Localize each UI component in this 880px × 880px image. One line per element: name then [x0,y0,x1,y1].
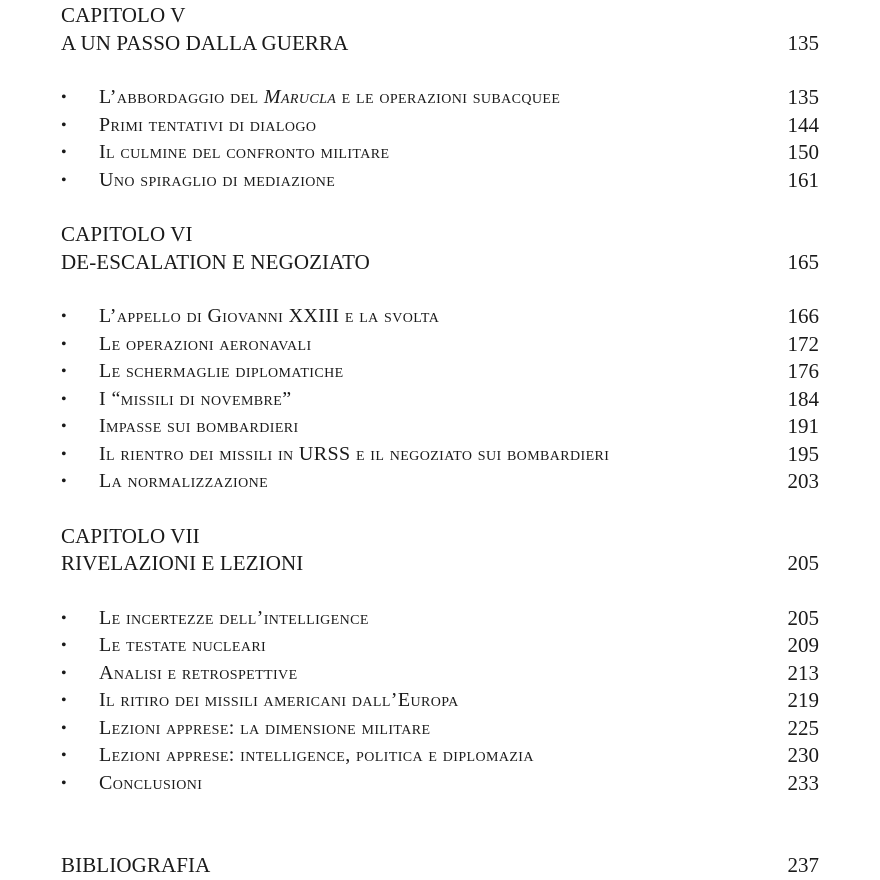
entry-title: Le operazioni aeronavali [99,332,312,355]
entry-title [99,84,560,112]
bullet-icon: • [61,116,67,134]
entry-page-number: 144 [787,112,819,137]
bullet-icon: • [61,418,67,435]
entry-title: Conclusioni [99,771,203,794]
toc-entry[interactable] [61,605,819,633]
entry-page-number: 176 [787,359,819,383]
chapter-title: RIVELAZIONI E LEZIONI [61,551,304,575]
table-of-contents [61,0,819,880]
spacer [61,797,819,852]
toc-entry[interactable] [61,331,819,359]
entry-page-number: 205 [787,605,819,630]
bullet-icon: • [61,747,67,764]
toc-entry[interactable] [61,303,819,331]
bullet-icon: • [61,664,67,682]
bullet-icon: • [61,89,67,106]
entry-page-number: 191 [787,414,819,438]
chapter-title-line[interactable] [61,249,819,277]
entry-page-number: 203 [787,469,819,493]
chapter-label: CAPITOLO VI [61,222,193,246]
bibliography-title: BIBLIOGRAFIA [61,853,211,877]
entry-title-pre: L’abbordaggio del [99,86,264,108]
entry-title: Primi tentativi di dialogo [99,113,317,136]
chapter-5 [61,2,819,194]
entry-title: L’appello di Giovanni XXIII e la svolta [99,305,440,327]
entry-title: Le schermaglie diplomatiche [99,360,344,382]
bullet-icon: • [61,473,67,490]
entry-page-number: 150 [787,140,819,164]
entry-page-number: 219 [787,688,819,712]
entry-page-number: 233 [787,770,819,795]
chapter-label-line [61,221,819,249]
chapter-6 [61,221,819,496]
entry-page-number: 225 [787,715,819,740]
entry-page-number: 230 [787,743,819,767]
bullet-icon: • [61,171,67,189]
entry-title: Impasse sui bombardieri [99,415,299,437]
toc-entry[interactable] [61,139,819,167]
bullet-icon: • [61,308,67,325]
chapter-title-line[interactable] [61,30,819,58]
entry-title: Uno spiraglio di mediazione [99,168,336,191]
bullet-icon: • [61,390,67,408]
bullet-icon: • [61,637,67,654]
entry-page-number: 161 [787,167,819,192]
chapter-label: CAPITOLO V [61,3,186,27]
entry-page-number: 135 [787,85,819,109]
entry-title: Lezioni apprese: la dimensione militare [99,716,431,739]
bibliography-line[interactable] [61,852,819,880]
bibliography-page-number: 237 [787,853,819,877]
toc-entry[interactable] [61,770,819,798]
spacer [61,194,819,221]
spacer [61,578,819,605]
entry-title: Il rientro dei missili in URSS e il negoziato sui bombardieri [99,442,610,465]
bullet-icon: • [61,719,67,737]
bullet-icon: • [61,363,67,380]
toc-entry[interactable] [61,84,819,112]
bullet-icon: • [61,774,67,792]
entry-title: I “missili di novembre” [99,387,292,410]
entry-title-italic: Marucla [263,86,337,108]
chapter-label-line [61,523,819,551]
bullet-icon: • [61,609,67,627]
chapter-label-line [61,2,819,30]
bullet-icon: • [61,445,67,463]
toc-entry[interactable] [61,715,819,743]
toc-entry[interactable] [61,167,819,195]
entry-title: Il culmine del confronto militare [99,141,390,163]
spacer [61,496,819,523]
entry-page-number: 172 [787,331,819,356]
toc-entry[interactable] [61,441,819,469]
entry-page-number: 213 [787,660,819,685]
toc-entry[interactable] [61,632,819,660]
chapter-title-line[interactable] [61,550,819,578]
chapter-title: A UN PASSO DALLA GUERRA [61,30,349,55]
toc-entry[interactable] [61,742,819,770]
chapter-page-number: 165 [787,249,819,274]
toc-entry[interactable] [61,687,819,715]
chapter-page-number: 135 [787,30,819,55]
spacer [61,276,819,303]
bullet-icon: • [61,335,67,353]
entry-title: Analisi e retrospettive [99,661,298,684]
toc-entry[interactable] [61,660,819,688]
entry-title: Lezioni apprese: intelligence, politica e diplomazia [99,744,534,766]
entry-title-post: e le operazioni subacquee [336,86,561,108]
bullet-icon: • [61,692,67,709]
spacer [61,57,819,84]
entry-title: Le testate nucleari [99,634,267,656]
toc-entry[interactable] [61,358,819,386]
toc-entry[interactable] [61,112,819,140]
entry-title: La normalizzazione [99,470,269,492]
chapter-title: DE-ESCALATION E NEGOZIATO [61,249,370,274]
entry-page-number: 184 [787,386,819,411]
chapter-page-number: 205 [787,551,819,575]
toc-entry[interactable] [61,386,819,414]
toc-entry[interactable] [61,468,819,496]
chapter-7 [61,523,819,798]
entry-title: Il ritiro dei missili americani dall’Europa [99,689,459,711]
toc-entry[interactable] [61,413,819,441]
bullet-icon: • [61,144,67,161]
entry-title: Le incertezze dell’intelligence [99,606,369,629]
entry-page-number: 209 [787,633,819,657]
chapter-label: CAPITOLO VII [61,523,200,548]
entry-page-number: 195 [787,441,819,466]
entry-page-number: 166 [787,304,819,328]
